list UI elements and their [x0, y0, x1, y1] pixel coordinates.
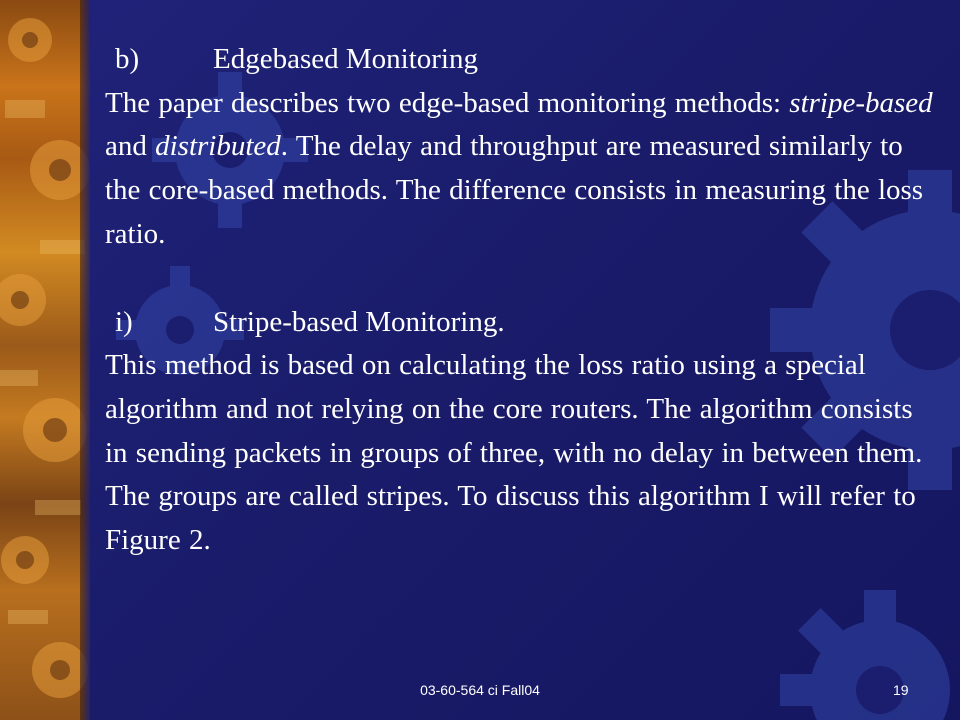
term-stripe-based: stripe-based: [789, 86, 933, 119]
page-number: 19: [893, 682, 909, 698]
term-distributed: distributed: [155, 130, 281, 163]
footer-course-label: 03-60-564 ci Fall04: [420, 682, 540, 698]
section-b-title: Edgebased Monitoring: [213, 43, 478, 75]
section-b-heading: [105, 38, 935, 82]
section-i-title: Stripe-based Monitoring.: [213, 305, 505, 338]
section-b-text-pre: The paper describes two edge-based monitoring methods:: [105, 86, 790, 119]
section-i-number: i): [115, 305, 133, 338]
section-i-heading: [105, 301, 935, 345]
section-b-text-mid: and: [105, 130, 156, 163]
section-b-number: b): [115, 43, 140, 75]
section-b-text-post: . The delay and throughput are measured similarly to the core-based methods. The difference consists in measuring the loss ratio.: [105, 130, 924, 250]
section-b-body: [105, 82, 935, 257]
section-i-body: This method is based on calculating the loss ratio using a special algorithm and not relying on the core routers. The algorithm consists in sending packets in groups of three, with no delay in between them. The groups are called stripes. To discuss this algorithm I will refer to Figure 2.: [105, 349, 923, 557]
paragraph-spacer: [105, 257, 935, 301]
slide-content: [105, 38, 935, 563]
slide-footer: [0, 682, 960, 704]
